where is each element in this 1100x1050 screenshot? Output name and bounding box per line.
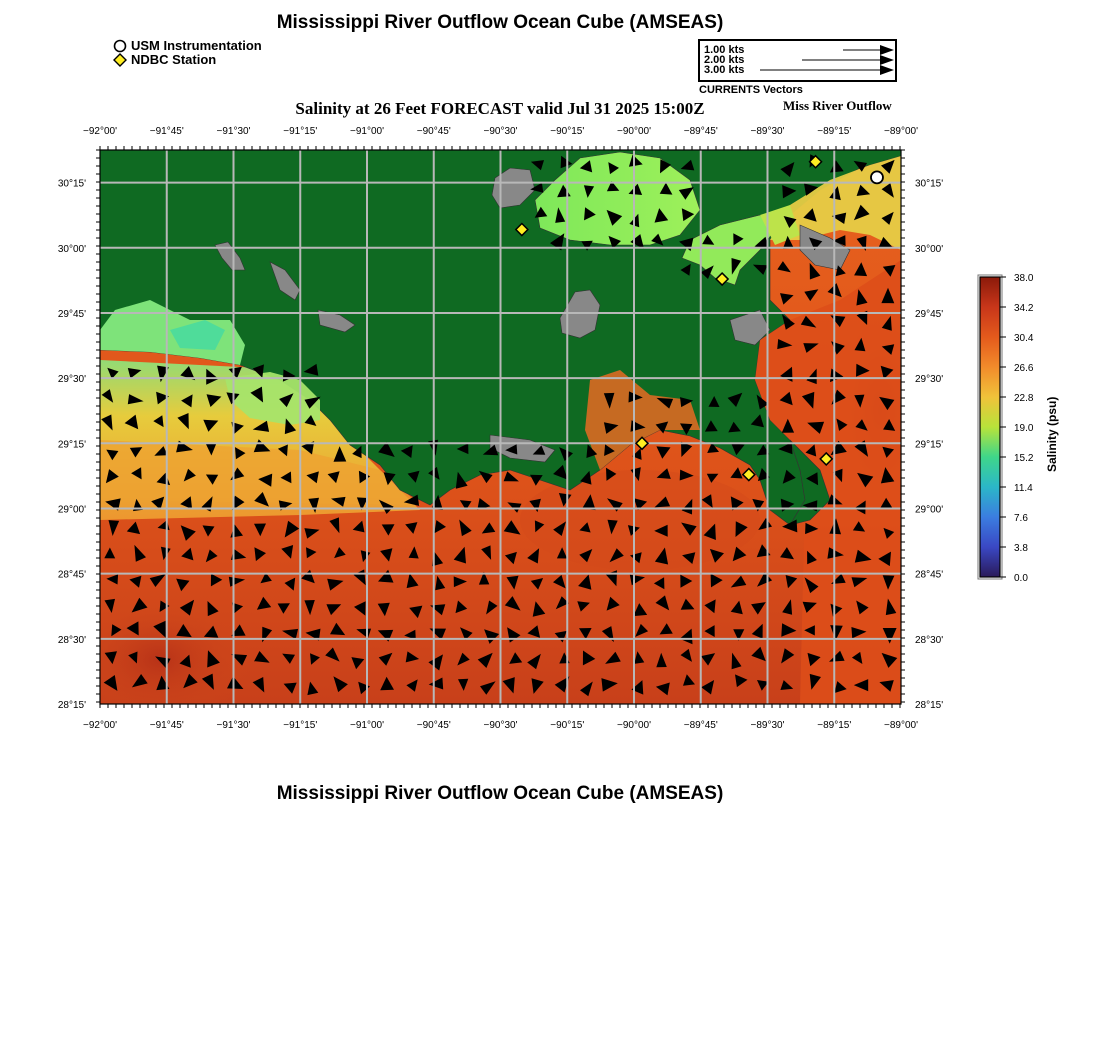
lon-tick-label-bottom: −90°30' <box>483 720 518 731</box>
region-label: Miss River Outflow <box>783 98 892 113</box>
lat-tick-label-right: 28°30' <box>915 634 944 646</box>
lon-tick-label-top: −89°00' <box>884 126 918 137</box>
lat-tick-label-left: 28°45' <box>57 569 86 581</box>
lon-tick-label-top: −91°15' <box>283 126 318 137</box>
lon-tick-label-bottom: −89°30' <box>750 720 785 731</box>
lon-tick-label-top: −91°45' <box>149 126 184 137</box>
colorbar-label-text: Salinity (psu) <box>1045 396 1059 472</box>
lat-tick-label-right: 29°00' <box>915 504 944 516</box>
map-subtitle: Salinity at 26 Feet FORECAST valid Jul 31 2025 15:00Z <box>295 99 705 118</box>
lat-tick-label-left: 28°30' <box>57 634 86 646</box>
diamond-icon <box>113 53 127 67</box>
lat-tick-label-left: 30°00' <box>57 243 86 255</box>
colorbar-tick-label: 26.6 <box>1014 363 1034 374</box>
legend-ndbc-label: NDBC Station <box>131 52 217 67</box>
legend-usm <box>113 38 262 53</box>
colorbar-tick-label: 3.8 <box>1014 543 1028 554</box>
lon-tick-label-top: −91°00' <box>350 126 384 137</box>
colorbar-gradient <box>980 277 1000 577</box>
lat-tick-label-left: 29°45' <box>57 308 86 320</box>
lon-tick-label-bottom: −90°15' <box>550 720 585 731</box>
colorbar-tick-label: 22.8 <box>1014 393 1034 404</box>
lon-tick-label-bottom: −90°45' <box>416 720 451 731</box>
lat-tick-label-left: 29°00' <box>57 504 86 516</box>
colorbar-label <box>1035 352 1059 472</box>
lon-tick-label-top: −89°30' <box>750 126 785 137</box>
page-title: Mississippi River Outflow Ocean Cube (AMSEAS) <box>276 12 724 33</box>
lat-tick-label-right: 29°30' <box>915 374 944 386</box>
lon-tick-label-bottom: −90°00' <box>617 720 651 731</box>
colorbar-tick-label: 7.6 <box>1014 513 1028 524</box>
salinity-map <box>0 115 960 745</box>
vector-key-caption: CURRENTS Vectors <box>699 84 803 96</box>
vector-key-box <box>698 39 897 82</box>
legend-ndbc <box>113 52 262 67</box>
lon-tick-label-bottom: −89°45' <box>683 720 718 731</box>
colorbar-tick-label: 38.0 <box>1014 273 1034 284</box>
lat-tick-label-right: 30°00' <box>915 243 944 255</box>
legend-usm-label: USM Instrumentation <box>131 38 262 53</box>
lat-tick-label-right: 29°15' <box>915 439 944 451</box>
colorbar-tick-label: 30.4 <box>1014 333 1034 344</box>
lon-tick-label-top: −92°00' <box>83 126 117 137</box>
lon-tick-label-bottom: −91°15' <box>283 720 318 731</box>
colorbar-tick-label: 15.2 <box>1014 453 1034 464</box>
lat-tick-label-right: 28°45' <box>915 569 944 581</box>
lat-tick-label-left: 29°30' <box>57 374 86 386</box>
lon-tick-label-bottom: −89°00' <box>884 720 918 731</box>
second-panel-title: Mississippi River Outflow Ocean Cube (AMSEAS) <box>276 783 724 804</box>
vector-key-entry: 3.00 kts <box>704 64 745 76</box>
vector-key-entry: 1.00 kts <box>704 44 745 56</box>
lon-tick-label-bottom: −91°30' <box>216 720 251 731</box>
vector-key-arrows <box>700 41 895 80</box>
lon-tick-label-bottom: −92°00' <box>83 720 117 731</box>
circle-icon <box>113 39 127 53</box>
lon-tick-label-top: −90°30' <box>483 126 518 137</box>
lon-tick-label-top: −91°30' <box>216 126 251 137</box>
colorbar-tick-label: 11.4 <box>1014 483 1033 494</box>
lon-tick-label-bottom: −89°15' <box>817 720 852 731</box>
lon-tick-label-top: −90°15' <box>550 126 585 137</box>
lat-tick-label-right: 29°45' <box>915 308 944 320</box>
vector-key-entry: 2.00 kts <box>704 54 745 66</box>
lon-tick-label-bottom: −91°45' <box>149 720 184 731</box>
lon-tick-label-top: −90°45' <box>416 126 451 137</box>
lat-tick-label-right: 30°15' <box>915 178 944 190</box>
lon-tick-label-bottom: −91°00' <box>350 720 384 731</box>
colorbar-tick-label: 0.0 <box>1014 573 1028 584</box>
colorbar-tick-label: 19.0 <box>1014 423 1034 434</box>
lat-tick-label-left: 28°15' <box>57 700 86 711</box>
usm-station-marker <box>871 171 883 183</box>
lon-tick-label-top: −89°45' <box>683 126 718 137</box>
lon-tick-label-top: −89°15' <box>817 126 852 137</box>
station-legend <box>113 38 262 67</box>
lat-tick-label-right: 28°15' <box>915 700 944 711</box>
lon-tick-label-top: −90°00' <box>617 126 651 137</box>
lat-tick-label-left: 29°15' <box>57 439 86 451</box>
colorbar-tick-label: 34.2 <box>1014 303 1034 314</box>
lat-tick-label-left: 30°15' <box>57 178 86 190</box>
